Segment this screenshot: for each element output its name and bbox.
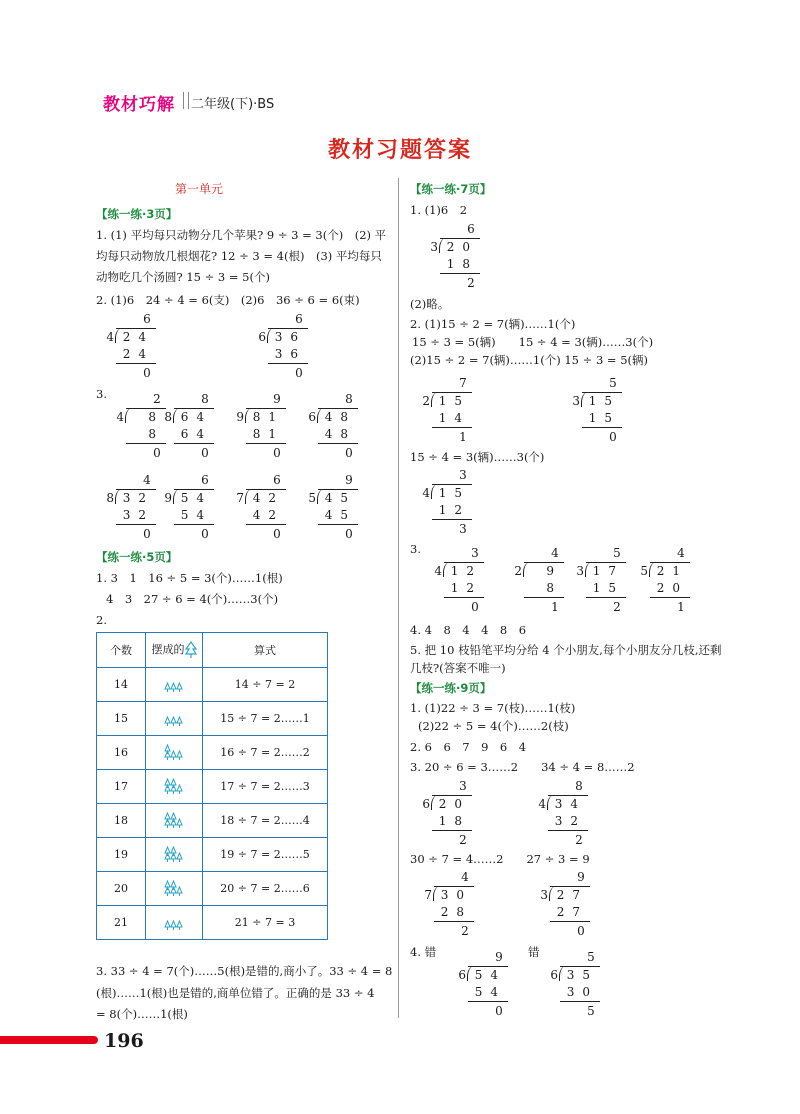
remainder: 0 — [201, 446, 209, 460]
product: 64 — [180, 427, 212, 441]
product: 54 — [180, 508, 212, 522]
tree-icon — [163, 812, 185, 830]
p9-q3-line1: 3. 20 ÷ 6 = 3……2 34 ÷ 4 = 8……2 — [410, 760, 635, 774]
dividend: 32 — [122, 491, 154, 505]
p7-q5-line2: 几枝?(答案不唯一) — [410, 661, 506, 675]
product: 81 — [252, 427, 284, 441]
remainder: 0 — [273, 527, 281, 541]
dividend: 35 — [566, 968, 598, 982]
quotient: 9 — [495, 950, 503, 964]
divisor: 6 — [308, 410, 316, 424]
p3-q2: 2. (1)6 24 ÷ 4 = 6(支) (2)6 36 ÷ 6 = 6(束) — [96, 293, 360, 307]
subtract-bar — [468, 1001, 508, 1002]
arrangement-cell — [146, 702, 203, 736]
remainder: 0 — [201, 527, 209, 541]
subtract-bar — [434, 921, 474, 922]
equation-cell: 14 ÷ 7 = 2 — [203, 668, 328, 702]
product: 8 — [148, 427, 164, 441]
count-cell: 16 — [97, 736, 146, 770]
subtract-bar — [440, 273, 480, 274]
quotient: 3 — [471, 546, 479, 560]
subtract-bar — [246, 443, 286, 444]
remainder: 1 — [459, 430, 467, 444]
product: 15 — [592, 581, 624, 595]
dividend: 34 — [554, 797, 586, 811]
division-bar — [550, 886, 590, 887]
p3-q3: 3. — [96, 387, 107, 401]
quotient: 5 — [587, 950, 595, 964]
table-row — [97, 804, 328, 838]
p9-q1-line1: 1. (1)22 ÷ 3 = 7(枝)……1(枝) — [410, 701, 576, 715]
dividend: 30 — [440, 888, 472, 902]
subtract-bar — [650, 597, 690, 598]
tree-icon — [185, 641, 197, 659]
table-row — [97, 702, 328, 736]
p5-q3-line3: = 8(个)……1(根) — [96, 1007, 188, 1021]
subtract-bar — [560, 1001, 600, 1002]
remainder: 2 — [613, 600, 621, 614]
arrangement-cell — [146, 804, 203, 838]
dividend: 17 — [592, 564, 624, 578]
section-page5: 【练一练·5页】 — [96, 550, 178, 564]
divisor: 5 — [308, 491, 316, 505]
p5-q1-line1: 1. 3 1 16 ÷ 5 = 3(个)……1(根) — [96, 571, 283, 585]
equation-cell: 18 ÷ 7 = 2……4 — [203, 804, 328, 838]
quotient: 9 — [577, 870, 585, 884]
quotient: 4 — [461, 870, 469, 884]
p7-q1: 1. (1)6 2 — [410, 203, 468, 217]
divisor: 6 — [258, 330, 266, 344]
remainder: 0 — [295, 366, 303, 380]
divisor: 4 — [538, 797, 546, 811]
dividend: 20 — [446, 240, 478, 254]
table-row — [97, 668, 328, 702]
divisor: 8 — [106, 491, 114, 505]
arrangement-cell — [146, 906, 203, 940]
division-bar — [444, 562, 484, 563]
product: 14 — [438, 411, 470, 425]
p5-q3-line2: (根)……1(根)也是错的,商单位错了。正确的是 33 ÷ 4 — [96, 986, 375, 1000]
dividend: 27 — [556, 888, 588, 902]
table-header-row — [97, 633, 328, 668]
p5-q3-line1: 3. 33 ÷ 4 = 7(个)……5(根)是错的,商小了。33 ÷ 4 = 8 — [96, 964, 393, 978]
dividend: 15 — [588, 394, 620, 408]
p3-q1-line2: 均每只动物放几根烟花? 12 ÷ 3 = 4(根) (3) 平均每只 — [96, 249, 382, 263]
count-cell: 19 — [97, 838, 146, 872]
subtract-bar — [174, 443, 214, 444]
quotient: 4 — [143, 473, 151, 487]
subtract-bar — [116, 524, 156, 525]
subtract-bar — [126, 443, 166, 444]
remainder: 3 — [459, 522, 467, 536]
p7-q2-line1: 2. (1)15 ÷ 2 = 7(辆)……1(个) — [410, 317, 576, 331]
product: 28 — [440, 905, 472, 919]
product: 32 — [554, 814, 586, 828]
dividend: 12 — [450, 564, 482, 578]
quotient: 9 — [273, 392, 281, 406]
column-divider — [398, 178, 399, 1018]
quotient: 6 — [295, 312, 303, 326]
dividend: 20 — [438, 797, 470, 811]
quotient: 5 — [609, 376, 617, 390]
dividend: 45 — [324, 491, 356, 505]
p9-q4-second: 错 — [528, 945, 540, 959]
p3-q1-line1: 1. (1) 平均每只动物分几个苹果? 9 ÷ 3 = 3(个) (2) 平 — [96, 228, 387, 242]
count-cell: 17 — [97, 770, 146, 804]
arrangement-cell — [146, 736, 203, 770]
subtract-bar — [582, 427, 622, 428]
book-brand: 教材巧解 — [103, 95, 175, 115]
quotient: 3 — [459, 468, 467, 482]
quotient: 7 — [459, 376, 467, 390]
count-cell: 14 — [97, 668, 146, 702]
p7-q2-line3: (2)15 ÷ 2 = 7(辆)……1(个) 15 ÷ 3 = 5(辆) — [410, 353, 649, 367]
dividend: 15 — [438, 486, 470, 500]
dividend: 24 — [122, 330, 154, 344]
remainder: 5 — [587, 1004, 595, 1018]
division-bar — [246, 489, 286, 490]
quotient: 8 — [201, 392, 209, 406]
divisor: 3 — [572, 394, 580, 408]
remainder: 0 — [273, 446, 281, 460]
dividend: 54 — [180, 491, 212, 505]
subtract-bar — [174, 524, 214, 525]
p7-q5-line1: 5. 把 10 枝铅笔平均分给 4 个小朋友,每个小朋友分几枝,还剩 — [410, 643, 722, 657]
divisor: 4 — [422, 486, 430, 500]
subtract-bar — [318, 443, 358, 444]
table-row — [97, 736, 328, 770]
equation-cell: 20 ÷ 7 = 2……6 — [203, 872, 328, 906]
divisor: 9 — [236, 410, 244, 424]
divisor: 4 — [116, 410, 124, 424]
division-bar — [432, 795, 472, 796]
tree-icon — [163, 846, 185, 864]
p7-q1-part2: (2)略。 — [410, 297, 450, 311]
equation-cell: 15 ÷ 7 = 2……1 — [203, 702, 328, 736]
division-bar — [582, 392, 622, 393]
divisor: 5 — [640, 564, 648, 578]
p7-q3: 3. — [410, 542, 421, 556]
product: 12 — [450, 581, 482, 595]
p5-q1-line2: 4 3 27 ÷ 6 = 4(个)……3(个) — [106, 592, 279, 606]
subtract-bar — [432, 830, 472, 831]
quotient: 4 — [677, 546, 685, 560]
col-equation: 算式 — [203, 633, 328, 668]
remainder: 1 — [551, 600, 559, 614]
quotient: 6 — [467, 222, 475, 236]
divisor: 9 — [164, 491, 172, 505]
header-separator — [183, 92, 189, 109]
subtract-bar — [524, 597, 564, 598]
p9-q3-line2: 30 ÷ 7 = 4……2 27 ÷ 3 = 9 — [410, 852, 590, 866]
product: 12 — [438, 503, 470, 517]
division-bar — [318, 408, 358, 409]
remainder: 2 — [459, 833, 467, 847]
remainder: 2 — [461, 924, 469, 938]
divisor: 6 — [422, 797, 430, 811]
remainder: 2 — [467, 276, 475, 290]
product: 18 — [438, 814, 470, 828]
dividend: 36 — [274, 330, 306, 344]
dividend: 64 — [180, 410, 212, 424]
subtract-bar — [432, 519, 472, 520]
count-cell: 15 — [97, 702, 146, 736]
p7-q2-line2: 15 ÷ 3 = 5(辆) 15 ÷ 4 = 3(辆)……3(个) — [412, 335, 654, 349]
section-page9: 【练一练·9页】 — [410, 681, 492, 695]
subtract-bar — [550, 921, 590, 922]
tree-icon — [163, 880, 185, 898]
book-grade: 二年级(下)·BS — [191, 97, 275, 112]
division-bar — [434, 886, 474, 887]
product: 48 — [324, 427, 356, 441]
division-bar — [174, 408, 214, 409]
division-bar — [650, 562, 690, 563]
count-cell: 18 — [97, 804, 146, 838]
tree-icon — [163, 744, 185, 762]
remainder: 0 — [609, 430, 617, 444]
count-cell: 21 — [97, 906, 146, 940]
product: 15 — [588, 411, 620, 425]
division-bar — [560, 966, 600, 967]
section-page7: 【练一练·7页】 — [410, 182, 492, 196]
quotient: 4 — [551, 546, 559, 560]
divisor: 2 — [422, 394, 430, 408]
footer-bar — [0, 1036, 98, 1044]
subtract-bar — [246, 524, 286, 525]
division-bar — [268, 328, 308, 329]
product: 45 — [324, 508, 356, 522]
remainder: 0 — [345, 446, 353, 460]
division-bar — [440, 238, 480, 239]
divisor: 6 — [458, 968, 466, 982]
remainder: 1 — [677, 600, 685, 614]
subtract-bar — [586, 597, 626, 598]
divisor: 3 — [430, 240, 438, 254]
page-title: 教材习题答案 — [327, 137, 472, 163]
division-bar — [116, 328, 156, 329]
page-number: 196 — [104, 1030, 144, 1052]
quotient: 8 — [575, 779, 583, 793]
count-cell: 20 — [97, 872, 146, 906]
col-count: 个数 — [97, 633, 146, 668]
quotient: 2 — [153, 392, 161, 406]
quotient: 6 — [143, 312, 151, 326]
subtract-bar — [318, 524, 358, 525]
p3-q1-line3: 动物吃几个汤圆? 15 ÷ 3 = 5(个) — [96, 270, 270, 284]
dividend: 81 — [252, 410, 284, 424]
arrangement-cell — [146, 838, 203, 872]
division-bar — [432, 484, 472, 485]
division-bar — [524, 562, 564, 563]
remainder: 0 — [471, 600, 479, 614]
p9-q2: 2. 6 6 7 9 6 4 — [410, 740, 527, 754]
table-row — [97, 838, 328, 872]
subtract-bar — [444, 597, 484, 598]
divisor: 6 — [550, 968, 558, 982]
remainder: 0 — [153, 446, 161, 460]
quotient: 6 — [273, 473, 281, 487]
product: 30 — [566, 985, 598, 999]
table-row — [97, 872, 328, 906]
tree-icon — [163, 914, 185, 932]
arrangement-cell — [146, 770, 203, 804]
p9-q4: 4. 错 — [410, 945, 437, 959]
division-bar — [174, 489, 214, 490]
equation-cell: 16 ÷ 7 = 2……2 — [203, 736, 328, 770]
dividend: 48 — [324, 410, 356, 424]
tree-icon — [163, 778, 185, 796]
quotient: 6 — [201, 473, 209, 487]
arrangement-cell — [146, 872, 203, 906]
divisor: 7 — [424, 888, 432, 902]
subtract-bar — [268, 363, 308, 364]
product: 27 — [556, 905, 588, 919]
division-bar — [126, 408, 166, 409]
divisor: 8 — [164, 410, 172, 424]
unit-heading: 第一单元 — [174, 182, 223, 196]
p5-q2: 2. — [96, 613, 107, 627]
subtract-bar — [432, 427, 472, 428]
subtract-bar — [116, 363, 156, 364]
dividend: 8 — [148, 410, 164, 424]
tree-icon — [163, 676, 185, 694]
col-arrangement-label: 摆成的 — [151, 643, 185, 656]
remainder-table — [96, 632, 328, 940]
divisor: 4 — [434, 564, 442, 578]
quotient: 3 — [459, 779, 467, 793]
quotient: 9 — [345, 473, 353, 487]
product: 36 — [274, 347, 306, 361]
arrangement-cell — [146, 668, 203, 702]
equation-cell: 21 ÷ 7 = 3 — [203, 906, 328, 940]
dividend: 21 — [656, 564, 688, 578]
product: 20 — [656, 581, 688, 595]
dividend: 42 — [252, 491, 284, 505]
product: 54 — [474, 985, 506, 999]
p7-q2-line4: 15 ÷ 4 = 3(辆)……3(个) — [410, 450, 545, 464]
division-bar — [586, 562, 626, 563]
division-bar — [246, 408, 286, 409]
division-bar — [318, 489, 358, 490]
col-arrangement — [146, 633, 203, 668]
remainder: 0 — [495, 1004, 503, 1018]
division-bar — [548, 795, 588, 796]
division-bar — [468, 966, 508, 967]
divisor: 3 — [540, 888, 548, 902]
dividend: 15 — [438, 394, 470, 408]
dividend: 54 — [474, 968, 506, 982]
product: 8 — [546, 581, 562, 595]
remainder: 0 — [345, 527, 353, 541]
section-page3: 【练一练·3页】 — [96, 207, 178, 221]
remainder: 2 — [575, 833, 583, 847]
remainder: 0 — [143, 366, 151, 380]
equation-cell: 17 ÷ 7 = 2……3 — [203, 770, 328, 804]
tree-icon — [163, 710, 185, 728]
product: 32 — [122, 508, 154, 522]
subtract-bar — [548, 830, 588, 831]
table-row — [97, 906, 328, 940]
division-bar — [116, 489, 156, 490]
division-bar — [432, 392, 472, 393]
remainder: 0 — [577, 924, 585, 938]
quotient: 8 — [345, 392, 353, 406]
p9-q1-line2: (2)22 ÷ 5 = 4(个)……2(枝) — [418, 719, 569, 733]
dividend: 9 — [546, 564, 562, 578]
divisor: 3 — [576, 564, 584, 578]
remainder: 0 — [143, 527, 151, 541]
divisor: 7 — [236, 491, 244, 505]
table-row — [97, 770, 328, 804]
divisor: 2 — [514, 564, 522, 578]
product: 42 — [252, 508, 284, 522]
equation-cell: 19 ÷ 7 = 2……5 — [203, 838, 328, 872]
divisor: 4 — [106, 330, 114, 344]
quotient: 5 — [613, 546, 621, 560]
p7-q4: 4. 4 8 4 4 8 6 — [410, 623, 527, 637]
product: 18 — [446, 257, 478, 271]
product: 24 — [122, 347, 154, 361]
